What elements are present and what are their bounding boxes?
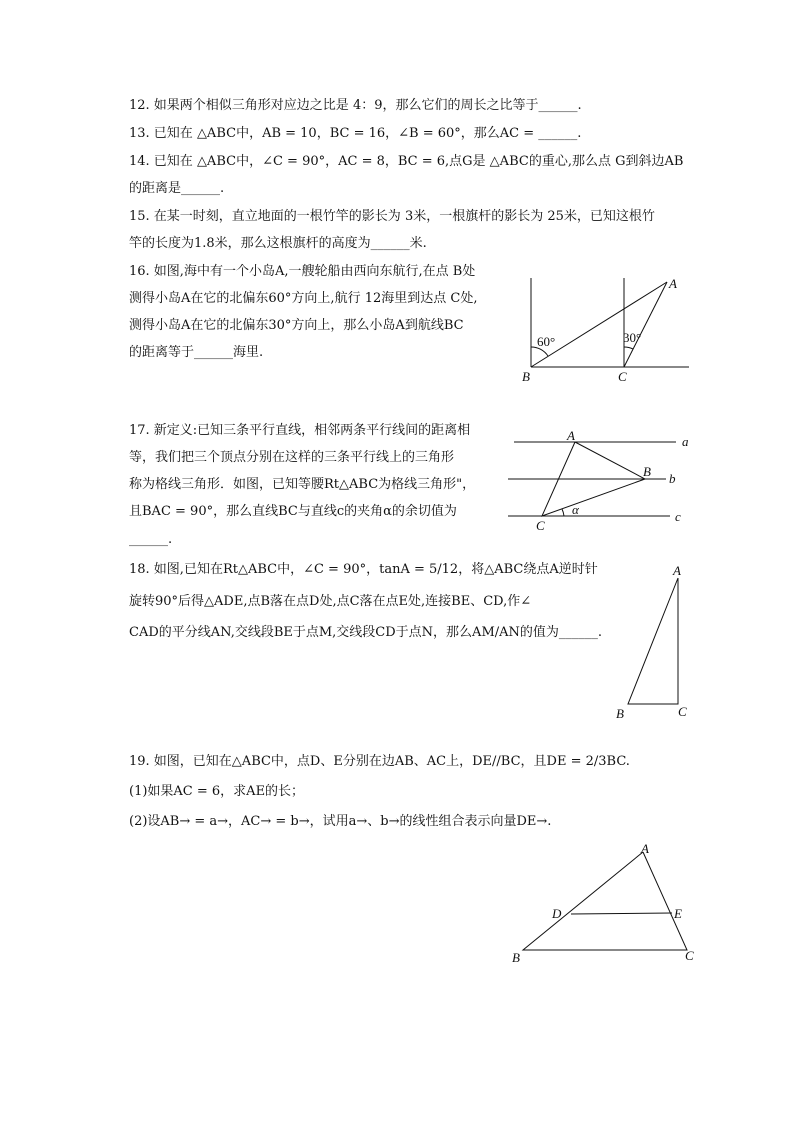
text-line: (2)设AB→ = a→，AC→ = b→，试用a→、b→的线性组合表示向量DE→. (129, 814, 552, 829)
line-de (571, 913, 672, 914)
text-line: 竿的长度为1.8米，那么这根旗杆的高度为______米. (129, 236, 427, 251)
text-line: 17. 新定义:已知三条平行直线，相邻两条平行线间的距离相 (129, 423, 471, 438)
text-line: 19. 如图，已知在△ABC中，点D、E分别在边AB、AC上，DE//BC，且DE = 2/3BC. (129, 754, 630, 769)
label-alpha: α (572, 502, 579, 517)
text-line: 13. 已知在 △ABC中，AB = 10，BC = 16，∠B = 60°，那么AC = ______. (129, 126, 582, 141)
label-angle-60: 60° (537, 334, 556, 349)
text-line: 12. 如果两个相似三角形对应边之比是 4：9，那么它们的周长之比等于______. (129, 98, 582, 113)
label-b: B (643, 464, 651, 479)
figure-17 (500, 428, 700, 538)
line-ab (531, 282, 667, 367)
label-d: D (552, 906, 562, 921)
text-line: 等，我们把三个顶点分别在这样的三条平行线上的三角形 (129, 450, 455, 465)
angle-arc-30 (624, 347, 633, 349)
text-line: CAD的平分线AN,交线段BE于点M,交线段CD于点N，那么AM/AN的值为______. (129, 625, 603, 640)
text-line: ______. (129, 532, 173, 547)
label-a: A (673, 563, 681, 578)
line-ac (624, 282, 667, 367)
label-c: C (685, 948, 694, 963)
text-line: 16. 如图,海中有一个小岛A,一艘轮船由西向东航行,在点 B处 (129, 264, 476, 279)
label-b: B (512, 950, 520, 965)
text-line: 的距离等于______海里. (129, 345, 264, 360)
label-b: B (616, 706, 624, 721)
label-c: C (678, 704, 687, 719)
label-c: C (536, 518, 545, 533)
label-angle-30: 30° (623, 330, 642, 345)
text-line: (1)如果AC = 6，求AE的长； (129, 784, 305, 799)
triangle-abc (628, 578, 678, 704)
text-line: 测得小岛A在它的北偏东60°方向上,航行 12海里到达点 C处, (129, 291, 478, 306)
label-c: C (618, 369, 627, 384)
text-line: 测得小岛A在它的北偏东30°方向上，那么小岛A到航线BC (129, 318, 464, 333)
text-line: 的距离是______. (129, 181, 225, 196)
angle-arc-alpha (562, 509, 564, 516)
label-line-b: b (669, 471, 676, 486)
text-line: 15. 在某一时刻，直立地面的一根竹竿的影长为 3米，一根旗杆的影长为 25米，已知这根竹 (129, 209, 655, 224)
figure-16 (515, 268, 695, 388)
figure-18 (610, 562, 700, 722)
figure-19 (508, 840, 708, 970)
text-line: 旋转90°后得△ADE,点B落在点D处,点C落在点E处,连接BE、CD,作∠ (129, 594, 532, 609)
label-a: A (669, 276, 677, 291)
text-line: 18. 如图,已知在Rt△ABC中，∠C = 90°，tanA = 5/12，将△ABC绕点A逆时针 (129, 562, 598, 577)
text-line: 14. 已知在 △ABC中，∠C = 90°，AC = 8，BC = 6,点G是 △ABC的重心,那么点 G到斜边AB (129, 154, 684, 169)
label-e: E (674, 906, 682, 921)
text-line: 称为格线三角形．如图，已知等腰Rt△ABC为格线三角形"， (129, 477, 476, 492)
label-a: A (641, 841, 649, 856)
label-line-a: a (682, 434, 689, 449)
label-b: B (522, 369, 530, 384)
text-line: 且BAC = 90°，那么直线BC与直线c的夹角α的余切值为 (129, 504, 457, 519)
label-a: A (567, 428, 575, 443)
triangle-abc (523, 852, 687, 950)
label-line-c: c (675, 509, 681, 524)
